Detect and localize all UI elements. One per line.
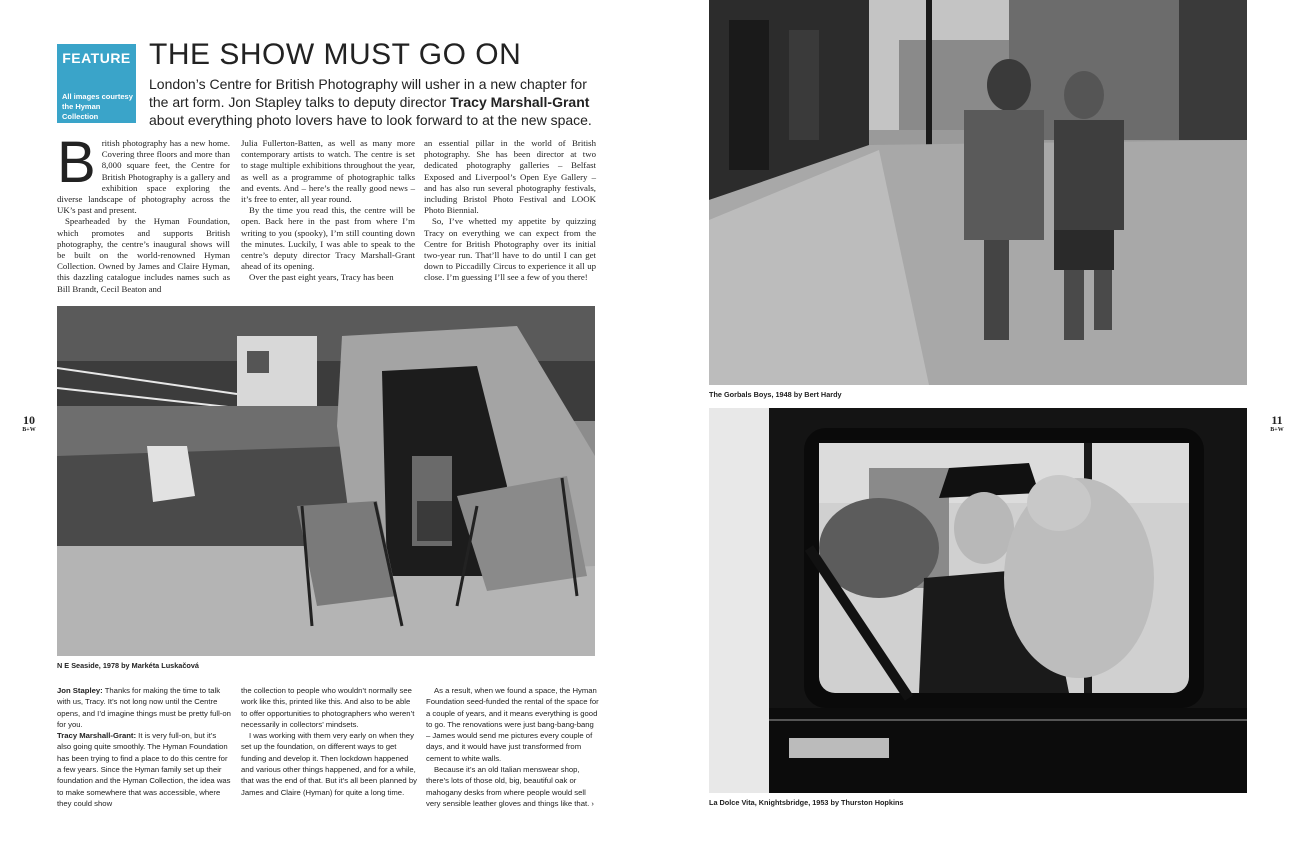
speaker-name: Tracy Marshall-Grant: [57,731,137,741]
intro-paragraph: Spearheaded by the Hyman Foundation, which promotes and supports British photography, the centre’s inaugural shows will be built on the world-renowned Hyman Collection. Owned by James and Claire Hyman, this dazzling catalogue includes names such as Bill Brandt, Cecil Beaton and [57,216,230,294]
intro-column-2 [241,138,415,284]
interview-column-1 [57,685,231,809]
intro-paragraph: Over the past eight years, Tracy has been [249,272,394,283]
intro-paragraph: an essential pillar in the world of British photography. She has been director at two dedicated photography galleries – Belfast Exposed and Liverpool’s Open Eye Gallery – and has also run several photography festivals, including Bristol Photo Festival and LOOK Photo Biennial. [424,138,596,216]
standfirst-text-b: about everything photo lovers have to look forward to at the new space. [149,112,592,128]
photo-caption: La Dolce Vita, Knightsbridge, 1953 by Thurston Hopkins [709,798,904,807]
interview-text: It is very full-on, but it’s also going quite smoothly. The Hyman Foundation has been trying to find a place to do this centre for a few years. Since the Hyman family set up their foundation and the Hyman Collection, the idea was to make somewhere that was accessible, where they could show [57,731,231,808]
page-number-left [14,414,44,434]
intro-paragraph: ritish photography has a new home. Covering three floors and more than 8,000 square feet, the Centre for British Photography is a gallery and exhibition space exploring the diverse landscape of photography across the UK’s past and present. [57,138,230,216]
intro-column-1 [57,130,230,295]
standfirst-text-a: London’s Centre for British Photography will usher in a new chapter for the art form. Jon Stapley talks to deputy director [149,76,587,110]
page-number-right [1262,414,1292,434]
feature-label: FEATURE [62,50,131,66]
image-credit: All images courtesy the Hyman Collection [62,92,133,121]
magazine-mark: B+W [1270,427,1284,433]
interview-paragraph: Because it’s an old Italian menswear shop, there’s lots of those old, big, beautiful oak or mahogany desks from where people would sell very sensible leather gloves and things like that. [426,765,590,808]
page-title: THE SHOW MUST GO ON [149,38,522,71]
interview-paragraph: As a result, when we found a space, the Hyman Foundation seed-funded the rental of the space for a couple of years, and it means everything is good to go. The renovations were just bang-bang-bang – James would send me pictures every couple of days, and it would have just transformed from cement to white walls. [426,686,599,763]
feature-badge [57,44,136,123]
interview-paragraph: I was working with them very early on when they set up the foundation, on different ways to get funding and develop it. Then lockdown happened and various other things happened, and for a while, that was the end of that. But it’s all been planned by James and Claire (Hyman) for quite a long time. [241,731,417,797]
page-number: 11 [1271,413,1283,427]
intro-paragraph: So, I’ve whetted my appetite by quizzing Tracy on everything we can expect from the Centre for British Photography over its initial two-year run. That’ll have to do until I can get down to Piccadilly Circus to experience it all up close. I’m guessing I’ll see a few of you there! [424,216,596,283]
page-number: 10 [23,413,35,427]
intro-paragraph: By the time you read this, the centre will be open. Back here in the past from where I’m writing to you (spooky), I’m still counting down the minutes. Luckily, I was able to speak to the centre’s deputy director Tracy Marshall-Grant ahead of its opening. [241,205,415,272]
standfirst [149,75,594,129]
interview-paragraph: the collection to people who wouldn’t normally see work like this, printed like this. And also to be able to offer opportunities to photographers who weren’t necessarily in collectors’ mindsets. [241,686,415,729]
dolce-vita-photo [709,408,1247,793]
interview-column-3 [426,685,600,809]
continue-mark: › [591,798,594,808]
interview-column-2 [241,685,417,798]
gorbals-photo [709,0,1247,385]
drop-cap: B [57,130,96,195]
intro-paragraph: Julia Fullerton-Batten, as well as many more contemporary artists to watch. The centre is set to stage multiple exhibitions throughout the year, as well as a programme of photographic talks and events. And – here’s the really good news – it’s free to enter, all year round. [241,138,415,205]
photo-caption: The Gorbals Boys, 1948 by Bert Hardy [709,390,842,399]
speaker-name: Jon Stapley: [57,686,103,695]
magazine-mark: B+W [22,427,36,433]
photo-caption: N E Seaside, 1978 by Markéta Luskačová [57,661,199,670]
standfirst-name: Tracy Marshall-Grant [450,94,590,110]
intro-column-3 [424,138,596,284]
interview-text: Thanks for making the time to talk with us, Tracy. It’s not long now until the Centre opens, and I’d imagine things must be pretty full-on for you. [57,686,231,729]
seaside-photo [57,306,595,656]
